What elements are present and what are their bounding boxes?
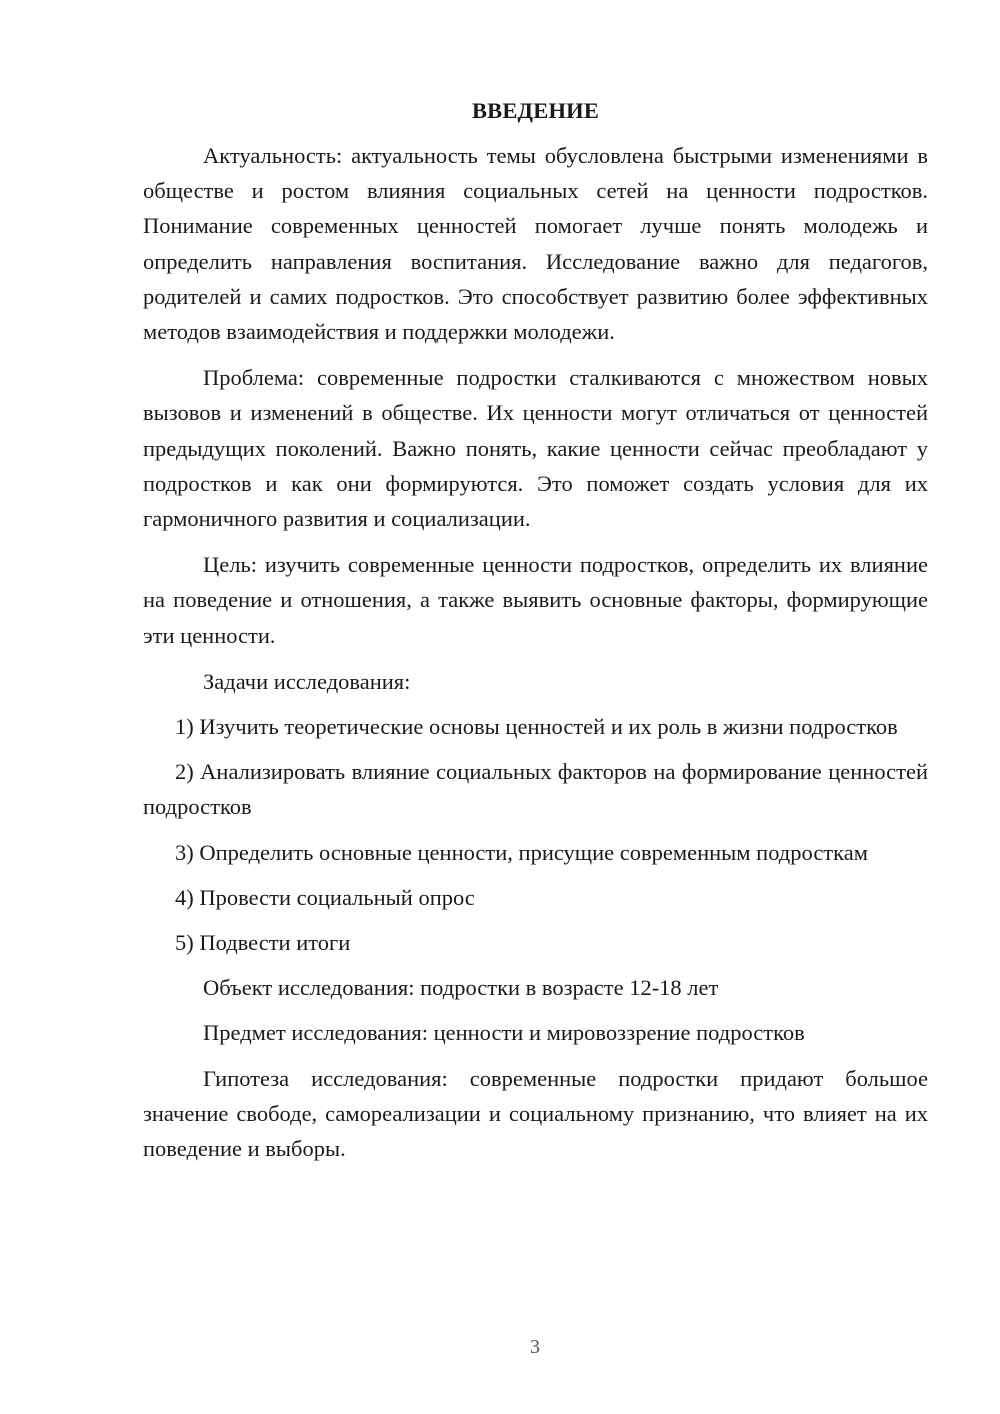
task-item-1: 1) Изучить теоретические основы ценностей и их роль в жизни подростков bbox=[175, 714, 898, 740]
relevance-paragraph: Актуальность: актуальность темы обусловлена быстрыми изменениями в обществе и ростом влияния социальных сетей на ценности подростков. Понимание современных ценностей помогает лучше понять молодежь и определить направления воспитания. Исследование важно для педагогов, родителей и самих подростков. Это способствует развитию более эффективных методов взаимодействия и поддержки молодежи. bbox=[143, 143, 928, 345]
research-subject: Предмет исследования: ценности и мировоззрение подростков bbox=[203, 1020, 805, 1046]
tasks-heading: Задачи исследования: bbox=[203, 668, 411, 694]
document-page bbox=[143, 96, 928, 1177]
problem-paragraph: Проблема: современные подростки сталкиваются с множеством новых вызовов и изменений в обществе. Их ценности могут отличаться от ценностей предыдущих поколений. Важно понять, какие ценности сейчас преобладают у подростков и как они формируются. Это поможет создать условия для их гармоничного развития и социализации. bbox=[143, 365, 928, 532]
task-item-4: 4) Провести социальный опрос bbox=[175, 884, 475, 910]
page-number: 3 bbox=[530, 1336, 540, 1358]
goal-paragraph: Цель: изучить современные ценности подростков, определить их влияние на поведение и отношения, а также выявить основные факторы, формирующие эти ценности. bbox=[143, 552, 928, 648]
task-item-5: 5) Подвести итоги bbox=[175, 930, 351, 956]
task-item-2: 2) Анализировать влияние социальных факторов на формирование ценностей подростков bbox=[143, 759, 928, 820]
research-object: Объект исследования: подростки в возрасте 12-18 лет bbox=[203, 975, 719, 1001]
hypothesis-paragraph: Гипотеза исследования: современные подростки придают большое значение свободе, самореализации и социальному признанию, что влияет на их поведение и выборы. bbox=[143, 1065, 928, 1162]
section-title: ВВЕДЕНИЕ bbox=[471, 98, 600, 123]
task-item-3: 3) Определить основные ценности, присущие современным подросткам bbox=[175, 839, 868, 865]
